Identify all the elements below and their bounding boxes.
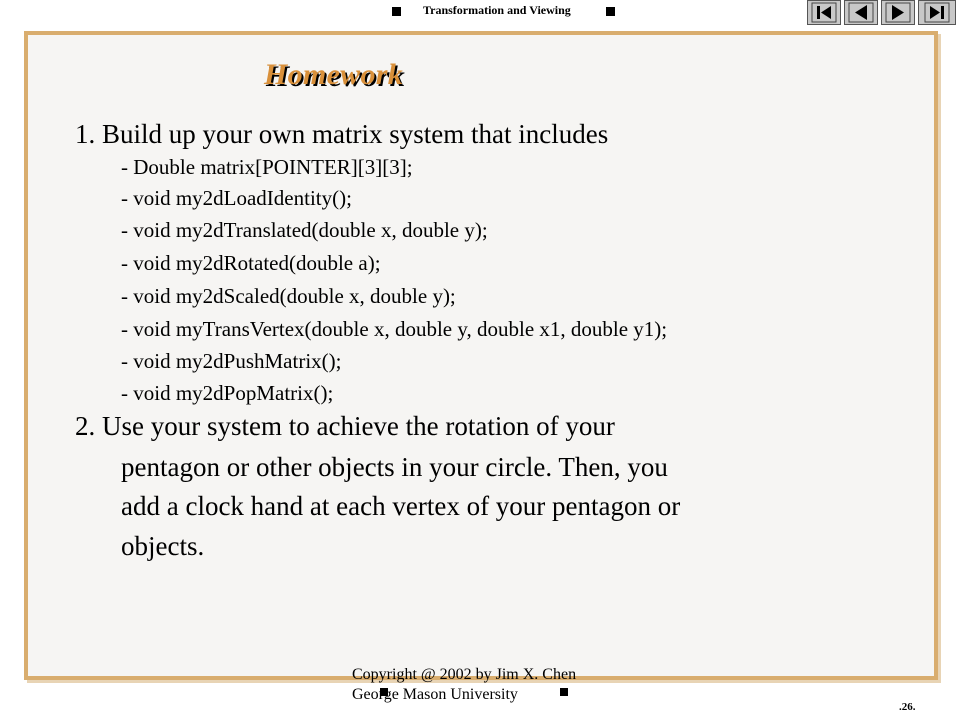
sub-item: - Double matrix[POINTER][3][3]; [121, 155, 413, 179]
sub-item: - void my2dPopMatrix(); [121, 381, 334, 405]
previous-slide-button[interactable] [844, 0, 878, 25]
homework-item-1: 1. Build up your own matrix system that includes [75, 119, 609, 149]
first-icon [811, 2, 837, 23]
next-slide-button[interactable] [881, 0, 915, 25]
next-icon [885, 2, 911, 23]
footer-university: George Mason University [352, 686, 518, 703]
page-number: .26. [899, 701, 916, 713]
header-bullet-right-icon [606, 7, 615, 16]
last-icon [924, 2, 950, 23]
last-slide-button[interactable] [918, 0, 956, 25]
homework-item-2-line: add a clock hand at each vertex of your pentagon or [121, 491, 681, 521]
sub-item: - void my2dRotated(double a); [121, 251, 381, 275]
footer-copyright: Copyright @ 2002 by Jim X. Chen [352, 666, 577, 683]
header-bullet-left-icon [392, 7, 401, 16]
header-title: Transformation and Viewing [423, 3, 571, 17]
homework-item-2-line: 2. Use your system to achieve the rotation of your [75, 411, 615, 441]
footer-bullet-right-icon [560, 688, 568, 696]
slide-title: Homework [264, 58, 404, 91]
sub-item: - void my2dScaled(double x, double y); [121, 284, 456, 308]
homework-item-2-line: pentagon or other objects in your circle. Then, you [121, 452, 668, 482]
first-slide-button[interactable] [807, 0, 841, 25]
previous-icon [848, 2, 874, 23]
homework-item-2-line: objects. [121, 531, 205, 561]
sub-item: - void my2dPushMatrix(); [121, 349, 342, 373]
sub-item: - void my2dLoadIdentity(); [121, 186, 352, 210]
sub-item: - void my2dTranslated(double x, double y); [121, 218, 488, 242]
sub-item: - void myTransVertex(double x, double y, double x1, double y1); [121, 317, 668, 341]
